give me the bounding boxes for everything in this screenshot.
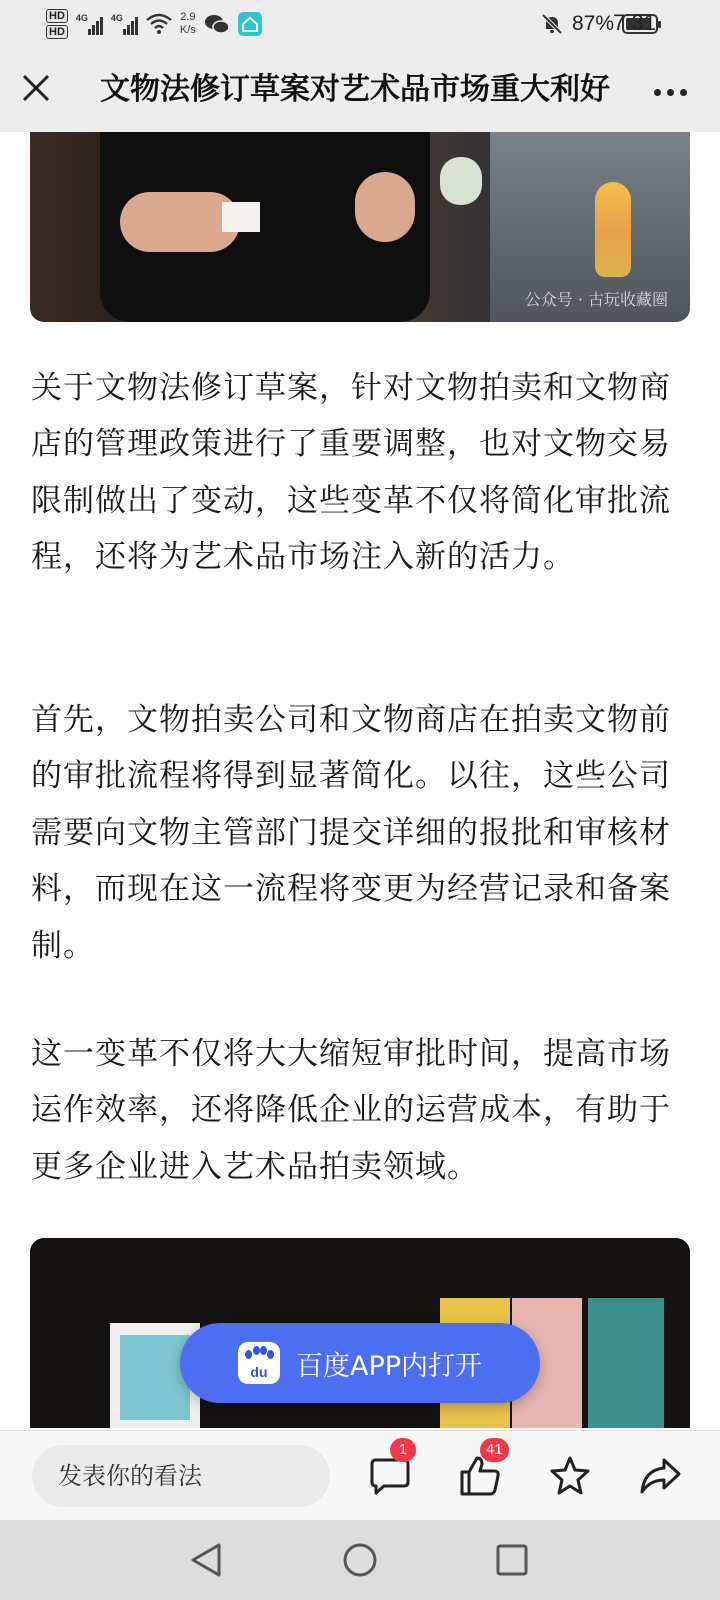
- star-icon: [548, 1454, 592, 1498]
- share-arrow-icon: [638, 1454, 682, 1498]
- signal-icon-sim2: [111, 13, 138, 35]
- status-bar: [0, 0, 720, 48]
- clock: 7:31: [613, 10, 656, 35]
- network-speed: [180, 11, 196, 37]
- nav-home-button[interactable]: [340, 1540, 380, 1580]
- system-nav-bar: [0, 1520, 720, 1600]
- like-count-badge: 41: [480, 1438, 509, 1462]
- more-dot-icon: [667, 89, 674, 96]
- jade-vessel: [440, 157, 482, 205]
- article-image-top[interactable]: [30, 132, 690, 322]
- hd-indicators: [46, 9, 68, 39]
- sim1-label: 4G: [75, 13, 88, 23]
- battery-percent: 87%: [571, 12, 614, 35]
- close-icon: [21, 73, 51, 103]
- comment-count-badge: 1: [390, 1438, 416, 1462]
- page-title: 文物法修订草案对艺术品市场重大利好: [100, 72, 610, 107]
- like-button[interactable]: [452, 1441, 508, 1504]
- back-triangle-icon: [189, 1542, 223, 1578]
- wifi-icon: [146, 13, 172, 35]
- share-button[interactable]: [632, 1448, 688, 1504]
- more-dot-icon: [680, 89, 687, 96]
- open-in-baidu-app-button[interactable]: [180, 1323, 540, 1403]
- article-paragraph-1: 关于文物法修订草案，针对文物拍卖和文物商店的管理政策进行了重要调整，也对文物交易限制做出了变动，这些变革不仅将简化审批流程，还将为艺术品市场注入新的活力。: [31, 370, 671, 576]
- title-bar: [0, 48, 720, 132]
- wechat-icon: [204, 13, 230, 35]
- bell-off-icon: [540, 12, 564, 36]
- more-dot-icon: [654, 89, 661, 96]
- painting-teal: [588, 1298, 664, 1428]
- sim2-label: 4G: [110, 13, 123, 23]
- more-options-button[interactable]: [640, 72, 700, 112]
- article-paragraph-3: 这一变革不仅将大大缩短审批时间，提高市场运作效率，还将降低企业的运营成本，有助于更多企业进入艺术品拍卖领域。: [31, 1036, 671, 1185]
- baidu-logo-icon: [238, 1342, 280, 1384]
- network-speed-unit: K/s: [179, 24, 196, 36]
- network-speed-value: 2.9: [180, 11, 196, 23]
- speaker-arm-right: [355, 172, 415, 242]
- hd-badge-1: HD: [46, 9, 68, 23]
- favorite-button[interactable]: [542, 1448, 598, 1504]
- comments-button[interactable]: [362, 1441, 418, 1504]
- nav-recents-button[interactable]: [492, 1540, 532, 1580]
- close-button[interactable]: [16, 68, 56, 108]
- comment-input[interactable]: 发表你的看法: [32, 1445, 330, 1507]
- signal-icon-sim1: [76, 13, 103, 35]
- image-watermark: 公众号 · 古玩收藏圈: [524, 290, 668, 309]
- home-app-icon: [238, 12, 262, 36]
- microphone: [222, 202, 260, 232]
- nav-back-button[interactable]: [186, 1540, 226, 1580]
- recents-square-icon: [495, 1543, 529, 1577]
- home-circle-icon: [342, 1542, 378, 1578]
- open-in-app-label: 百度APP内打开: [295, 1350, 483, 1382]
- hd-badge-2: HD: [46, 25, 68, 39]
- enamel-vase: [595, 182, 631, 277]
- bottom-action-bar: [0, 1430, 720, 1520]
- status-left-group: [46, 6, 262, 42]
- baidu-logo-text: du: [250, 1364, 268, 1380]
- article-paragraph-2: 首先，文物拍卖公司和文物商店在拍卖文物前的审批流程将得到显著简化。以往，这些公司需要向文物主管部门提交详细的报批和审核材料，而现在这一流程将变更为经营记录和备案制。: [31, 702, 671, 964]
